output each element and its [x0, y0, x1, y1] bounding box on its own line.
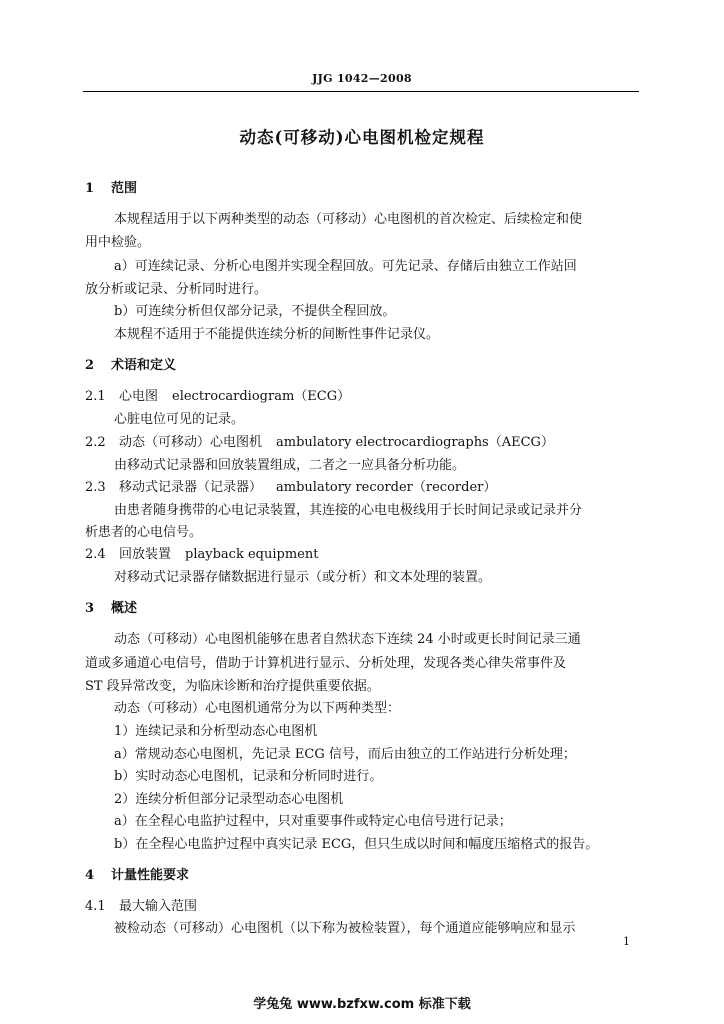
footer-watermark-text: 学兔兔 www.bzfxw.com 标准下载: [253, 997, 471, 1012]
term-chinese: 移动式记录器（记录器）: [119, 480, 263, 495]
paragraph-line: ST 段异常改变，为临床诊断和治疗提供重要依据。: [85, 679, 380, 694]
term-chinese: 心电图: [119, 389, 159, 404]
paragraph-line: 本规程不适用于不能提供连续分析的间断性事件记录仪。: [114, 327, 440, 342]
paragraph-line: 用中检验。: [85, 235, 151, 250]
section-title: 范围: [111, 181, 138, 196]
paragraph-line: 本规程适用于以下两种类型的动态（可移动）心电图机的首次检定、后续检定和使: [114, 212, 583, 227]
term-heading-2-2: [85, 434, 554, 452]
term-definition: 心脏电位可见的记录。: [114, 412, 245, 427]
section-number: 4: [85, 868, 95, 883]
section-heading-2: [85, 357, 176, 375]
paragraph-line: b）可连续分析但仅部分记录，不提供全程回放。: [114, 304, 396, 319]
section-heading-3: [85, 600, 137, 618]
term-number: 2.3: [85, 480, 106, 495]
section-title: 计量性能要求: [111, 868, 190, 883]
term-definition: 由患者随身携带的心电记录装置，其连接的心电电极线用于长时间记录或记录并分: [114, 503, 583, 518]
paragraph-line: a）常规动态心电图机，先记录 ECG 信号，而后由独立的工作站进行分析处理；: [114, 747, 576, 762]
term-number: 2.2: [85, 435, 106, 450]
section-title: 术语和定义: [111, 358, 177, 373]
subsection-number: 4.1: [85, 899, 106, 914]
paragraph-line: 2）连续分析但部分记录型动态心电图机: [114, 792, 344, 807]
paragraph-line: a）在全程心电监护过程中，只对重要事件或特定心电信号进行记录；: [114, 814, 512, 829]
header-rule: [83, 91, 639, 92]
section-title: 概述: [111, 601, 138, 616]
subsection-title: 最大输入范围: [119, 899, 198, 914]
term-english: electrocardiogram（ECG）: [172, 389, 351, 404]
section-heading-4: [85, 867, 189, 885]
section-heading-1: [85, 180, 137, 198]
term-english: ambulatory electrocardiographs（AECG）: [276, 435, 554, 450]
term-heading-2-3: [85, 479, 496, 497]
term-definition: 析患者的心电信号。: [85, 525, 203, 540]
standard-code-header: JJG 1042—2008: [312, 72, 412, 85]
section-number: 3: [85, 601, 95, 616]
paragraph-line: 放分析或记录、分析同时进行。: [85, 282, 268, 297]
paragraph-line: 动态（可移动）心电图机通常分为以下两种类型：: [114, 701, 401, 716]
section-number: 2: [85, 358, 95, 373]
term-english: playback equipment: [185, 547, 319, 562]
term-english: ambulatory recorder（recorder）: [276, 480, 497, 495]
term-definition: 对移动式记录器存储数据进行显示（或分析）和文本处理的装置。: [114, 570, 492, 585]
paragraph-line: a）可连续记录、分析心电图并实现全程回放。可先记录、存储后由独立工作站回: [114, 259, 577, 274]
paragraph-line: 1）连续记录和分析型动态心电图机: [114, 724, 318, 739]
paragraph-line: 被检动态（可移动）心电图机（以下称为被检装置），每个通道应能够响应和显示: [114, 921, 576, 936]
term-heading-2-4: [85, 546, 318, 564]
paragraph-line: b）实时动态心电图机，记录和分析同时进行。: [114, 769, 383, 784]
page-number: 1: [623, 935, 630, 948]
subsection-heading-4-1: [85, 898, 197, 916]
term-number: 2.4: [85, 547, 106, 562]
term-chinese: 回放装置: [119, 547, 172, 562]
paragraph-line: 道或多通道心电信号，借助于计算机进行显示、分析处理，发现各类心律失常事件及: [85, 656, 567, 671]
term-heading-2-1: [85, 388, 350, 406]
term-number: 2.1: [85, 389, 106, 404]
paragraph-line: b）在全程心电监护过程中真实记录 ECG，但只生成以时间和幅度压缩格式的报告。: [114, 837, 599, 852]
term-chinese: 动态（可移动）心电图机: [119, 435, 263, 450]
document-title: 动态(可移动)心电图机检定规程: [239, 128, 485, 147]
paragraph-line: 动态（可移动）心电图机能够在患者自然状态下连续 24 小时或更长时间记录三通: [114, 632, 581, 647]
section-number: 1: [85, 181, 95, 196]
term-definition: 由移动式记录器和回放装置组成，二者之一应具备分析功能。: [114, 458, 466, 473]
